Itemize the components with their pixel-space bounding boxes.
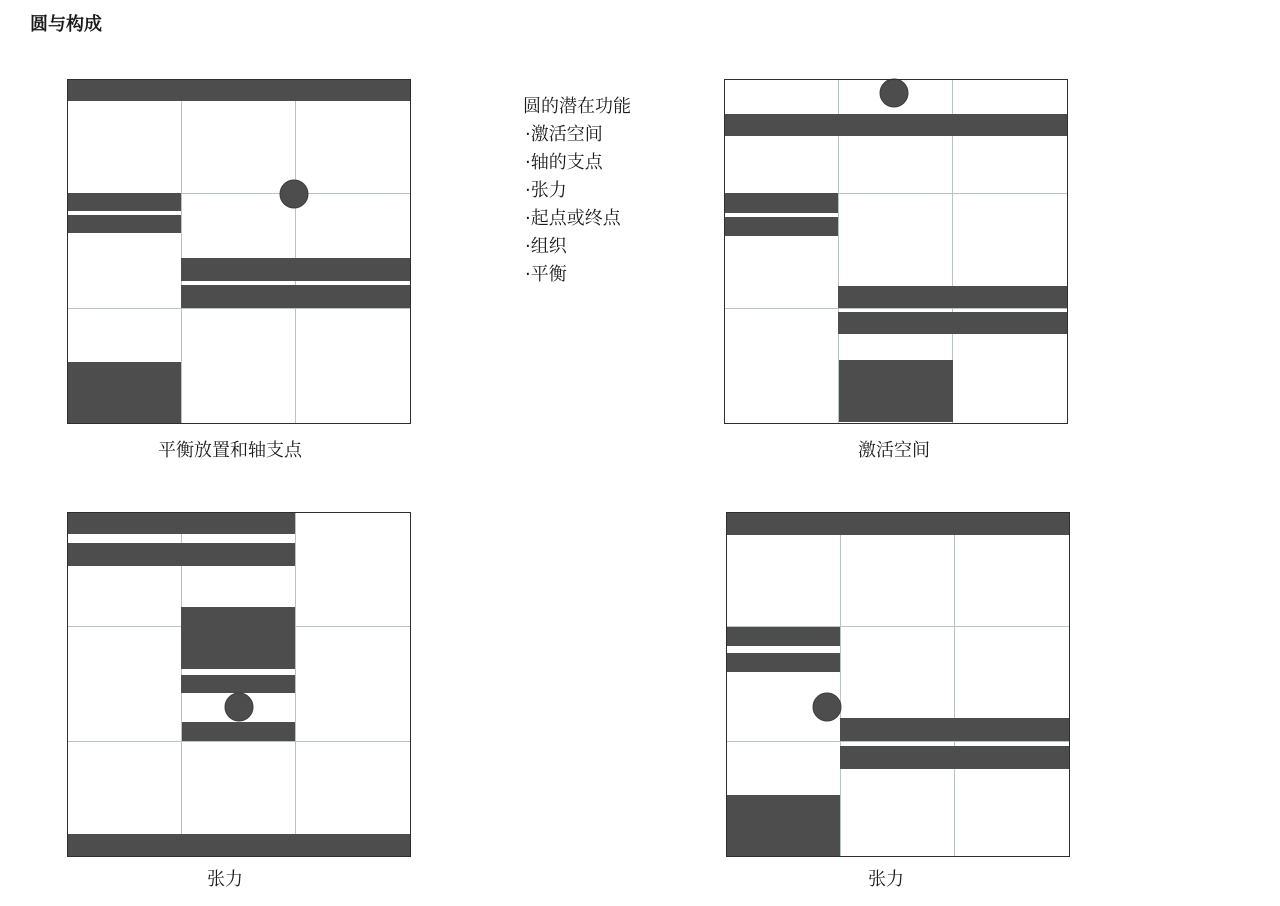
function-item-activate-space: ·激活空间 [525,124,603,145]
circle [880,79,908,107]
right-bar [840,718,1070,741]
circle [280,180,308,208]
left-bar [67,215,181,233]
composition-panel-tension-1 [67,512,411,857]
right-bar [838,286,1068,308]
left-bar [724,217,838,236]
function-item-balance: ·平衡 [525,264,567,285]
composition-panel-tension-2 [726,512,1070,857]
top-bar [67,512,295,534]
block [181,607,295,669]
block [839,360,953,422]
function-item-organize: ·组织 [525,236,567,257]
composition-panel-activate-space [724,79,1068,424]
circle-functions-heading: 圆的潜在功能 [523,96,631,117]
panel-caption-tension-1: 张力 [207,869,243,890]
center-bar [182,722,295,741]
right-bar [181,285,411,308]
block [726,795,840,857]
panel-caption-tension-2: 张力 [868,869,904,890]
right-bar [181,258,411,281]
function-item-axis-pivot: ·轴的支点 [525,152,603,173]
panel-caption-activate-space: 激活空间 [858,440,930,461]
function-item-tension: ·张力 [525,180,567,201]
circle [225,693,253,721]
top-bar [67,79,411,101]
left-bar [724,193,838,213]
circle-functions-list [523,93,631,289]
function-item-start-or-end: ·起点或终点 [525,208,621,229]
panel-caption-balance: 平衡放置和轴支点 [158,440,302,461]
top-bar [726,512,1070,535]
center-bar [181,675,295,693]
circle [813,693,841,721]
page-title: 圆与构成 [30,14,102,35]
bottom-bar [67,834,411,857]
left-bar [726,653,840,672]
composition-panel-balance [67,79,411,424]
left-bar [67,193,181,211]
left-bar [726,627,840,646]
top-bar [67,543,295,566]
block [67,362,181,424]
right-bar [840,746,1070,769]
right-bar [838,312,1068,334]
top-bar [724,114,1068,136]
